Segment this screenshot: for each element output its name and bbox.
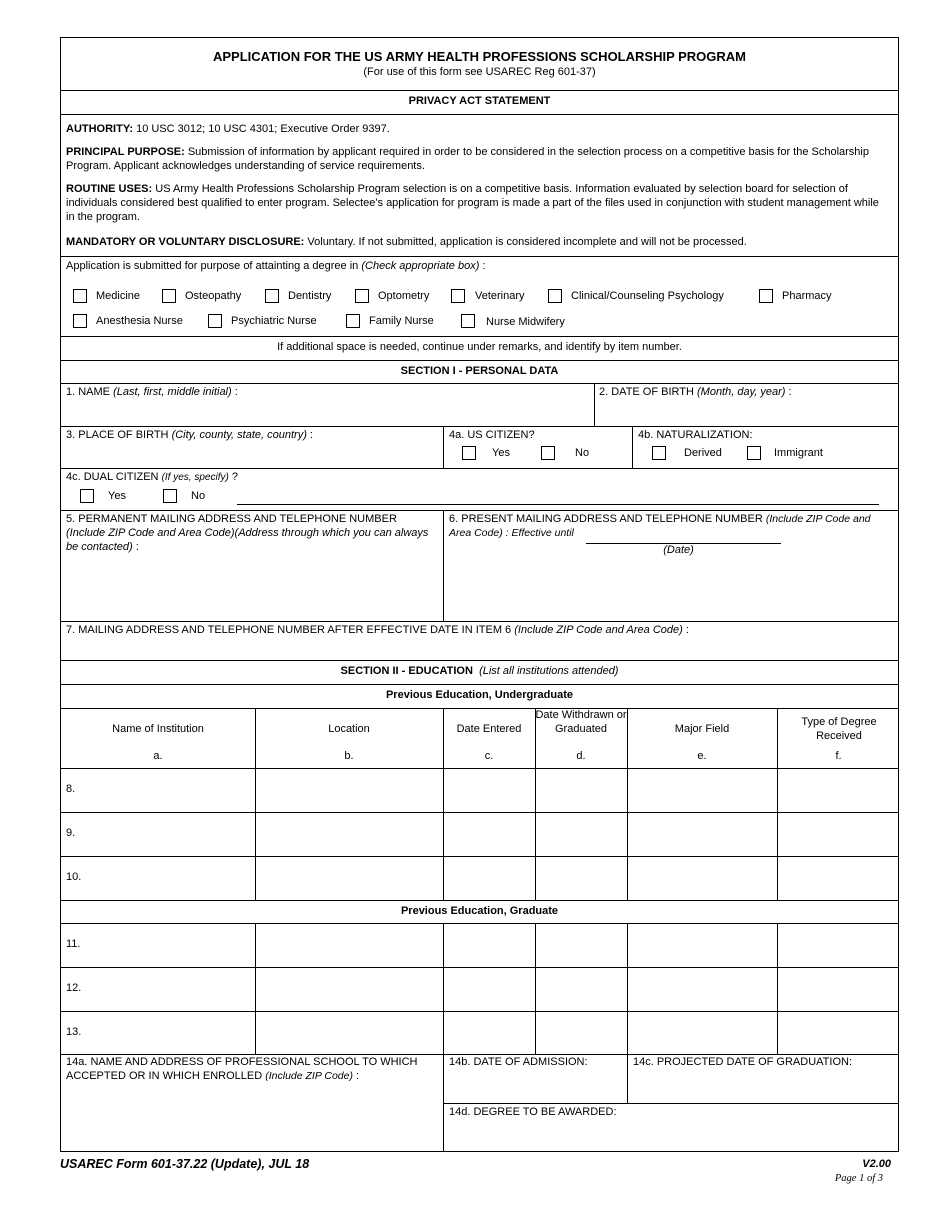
citizen-no-label: No (575, 447, 590, 459)
prof-school-label: 14a. NAME AND ADDRESS OF PROFESSIONAL SCHOOL TO WHICH ACCEPTED OR IN WHICH ENROLLED (Include ZIP Code) : (66, 1056, 418, 1082)
dob-label: 2. DATE OF BIRTH (Month, day, year) : (599, 386, 792, 398)
dual-specify-line[interactable] (237, 504, 879, 505)
degree-option-label: Osteopathy (185, 290, 242, 302)
mandatory-paragraph (66, 235, 890, 249)
divider (61, 114, 898, 115)
degree-option-label: Medicine (96, 290, 141, 302)
degree-awarded-label: 14d. DEGREE TO BE AWARDED: (449, 1106, 617, 1118)
divider (443, 1103, 898, 1104)
form-id: USAREC Form 601-37.22 (Update), JUL 18 (60, 1157, 310, 1171)
degree-option-label: Psychiatric Nurse (231, 315, 317, 327)
degree-checkbox-optometry[interactable] (355, 289, 369, 303)
routine-label: ROUTINE USES: (66, 183, 153, 195)
col-header-degree-type: Type of Degree Received (801, 716, 877, 742)
divider (61, 708, 898, 709)
form-version: V2.00 (862, 1158, 891, 1170)
table-row[interactable] (63, 925, 895, 965)
divider (61, 360, 898, 361)
row-number: 13. (66, 1026, 82, 1038)
mandatory-label: MANDATORY OR VOLUNTARY DISCLOSURE: (66, 236, 305, 248)
authority-paragraph (66, 122, 890, 136)
purpose-label: PRINCIPAL PURPOSE: (66, 146, 185, 158)
graduate-heading: Previous Education, Graduate (400, 905, 559, 917)
col-letter: f. (835, 750, 842, 762)
application-form (60, 37, 899, 1152)
degree-option-label: Clinical/Counseling Psychology (571, 290, 724, 302)
degree-option-label: Veterinary (475, 290, 525, 302)
citizen-yes-checkbox[interactable] (462, 446, 476, 460)
section1-heading: SECTION I - PERSONAL DATA (400, 365, 559, 377)
purpose-paragraph (66, 145, 890, 173)
date-caption: (Date) (663, 544, 694, 556)
present-address-field[interactable] (446, 558, 896, 618)
privacy-heading: PRIVACY ACT STATEMENT (408, 95, 551, 107)
degree-checkbox-veterinary[interactable] (451, 289, 465, 303)
divider (61, 426, 898, 427)
degree-option-label: Optometry (378, 290, 430, 302)
citizen-label: 4a. US CITIZEN? (449, 429, 535, 441)
divider (443, 426, 444, 468)
mandatory-text: Voluntary. If not submitted, application is considered incomplete and will not be processed. (304, 236, 747, 248)
admission-date-field[interactable] (446, 1071, 624, 1101)
routine-text: US Army Health Professions Scholarship Program selection is on a competitive basis. Information evaluated by selection board for selection of individuals considered best qualified to enter program. Selectee's application for program is made a part of the files used in conjunction with student management while in the program. (66, 183, 879, 223)
page-number: Page 1 of 3 (834, 1173, 883, 1184)
section2-heading: SECTION II - EDUCATION (List all institutions attended) (340, 665, 619, 677)
col-header-date-withdrawn: Date Withdrawn or Graduated (535, 709, 627, 735)
table-row[interactable] (63, 969, 895, 1009)
degree-option-label: Pharmacy (782, 290, 832, 302)
dual-no-label: No (191, 490, 206, 502)
degree-prompt: Application is submitted for purpose of attainting a degree in (Check appropriate box) : (66, 260, 486, 272)
degree-checkbox-medicine[interactable] (73, 289, 87, 303)
row-number: 10. (66, 871, 82, 883)
table-row[interactable] (63, 770, 895, 810)
divider (61, 383, 898, 384)
dob-field[interactable] (597, 400, 895, 424)
divider (61, 90, 898, 91)
divider (61, 900, 898, 901)
naturalization-derived-checkbox[interactable] (652, 446, 666, 460)
divider (61, 660, 898, 661)
row-number: 12. (66, 982, 82, 994)
degree-checkbox-anesthesia-nurse[interactable] (73, 314, 87, 328)
row-number: 11. (66, 938, 81, 950)
dual-citizen-label: 4c. DUAL CITIZEN (If yes, specify) ? (66, 471, 238, 483)
degree-option-label: Anesthesia Nurse (96, 315, 183, 327)
table-row[interactable] (63, 814, 895, 854)
degree-checkbox-psychology[interactable] (548, 289, 562, 303)
authority-text: 10 USC 3012; 10 USC 4301; Executive Order 9397. (133, 123, 390, 135)
col-letter: d. (576, 750, 586, 762)
dual-yes-checkbox[interactable] (80, 489, 94, 503)
graduation-date-field[interactable] (630, 1071, 895, 1101)
table-row[interactable] (63, 858, 895, 898)
naturalization-immigrant-label: Immigrant (774, 447, 823, 459)
name-label: 1. NAME (Last, first, middle initial) : (66, 386, 238, 398)
divider (61, 923, 898, 924)
col-header-institution: Name of Institution (112, 723, 204, 735)
degree-checkbox-osteopathy[interactable] (162, 289, 176, 303)
col-letter: e. (697, 750, 707, 762)
table-row[interactable] (63, 1013, 895, 1053)
degree-checkbox-psychiatric-nurse[interactable] (208, 314, 222, 328)
divider (61, 768, 898, 769)
perm-address-label: 5. PERMANENT MAILING ADDRESS AND TELEPHONE NUMBER (Include ZIP Code and Area Code)(Address through which you can always be contacted) : (66, 513, 429, 553)
divider (61, 510, 898, 511)
degree-checkbox-dentistry[interactable] (265, 289, 279, 303)
degree-checkbox-nurse-midwifery[interactable] (461, 314, 475, 328)
divider (594, 383, 595, 426)
col-header-date-entered: Date Entered (456, 723, 522, 735)
authority-label: AUTHORITY: (66, 123, 134, 135)
prof-school-field[interactable] (63, 1086, 441, 1148)
degree-option-label: Family Nurse (369, 315, 434, 327)
divider (61, 468, 898, 469)
degree-option-label: Dentistry (288, 290, 332, 302)
purpose-text: Submission of information by applicant required in order to be considered in the selection process on a competitive basis for the Scholarship Program. Applicant acknowledges understanding of service requirements. (66, 146, 869, 172)
divider (61, 1011, 898, 1012)
present-address-label: 6. PRESENT MAILING ADDRESS AND TELEPHONE NUMBER (Include ZIP Code and Area Code) : Effective until (449, 513, 871, 539)
dual-yes-label: Yes (108, 490, 126, 502)
after-address-field[interactable] (63, 638, 895, 658)
col-header-major: Major Field (674, 723, 730, 735)
degree-awarded-field[interactable] (446, 1121, 896, 1149)
admission-date-label: 14b. DATE OF ADMISSION: (449, 1056, 588, 1068)
divider (61, 856, 898, 857)
routine-paragraph (66, 182, 890, 224)
pob-field[interactable] (63, 443, 441, 465)
row-number: 8. (66, 783, 76, 795)
divider (61, 684, 898, 685)
name-field[interactable] (63, 400, 591, 424)
divider (61, 812, 898, 813)
form-title: APPLICATION FOR THE US ARMY HEALTH PROFESSIONS SCHOLARSHIP PROGRAM (212, 49, 747, 64)
undergrad-heading: Previous Education, Undergraduate (385, 689, 574, 701)
col-header-location: Location (328, 723, 370, 735)
row-number: 9. (66, 827, 76, 839)
degree-checkbox-pharmacy[interactable] (759, 289, 773, 303)
graduation-date-label: 14c. PROJECTED DATE OF GRADUATION: (633, 1056, 853, 1068)
col-letter: a. (153, 750, 163, 762)
divider (443, 510, 444, 621)
after-address-label: 7. MAILING ADDRESS AND TELEPHONE NUMBER AFTER EFFECTIVE DATE IN ITEM 6 (Include ZIP Code and Area Code) : (66, 624, 689, 636)
divider (632, 426, 633, 468)
degree-option-label: Nurse Midwifery (486, 316, 565, 328)
perm-address-field[interactable] (63, 558, 441, 618)
form-subtitle: (For use of this form see USAREC Reg 601-37) (363, 66, 596, 78)
col-letter: b. (344, 750, 354, 762)
divider (61, 621, 898, 622)
naturalization-immigrant-checkbox[interactable] (747, 446, 761, 460)
naturalization-derived-label: Derived (684, 447, 722, 459)
divider (61, 336, 898, 337)
dual-no-checkbox[interactable] (163, 489, 177, 503)
citizen-yes-label: Yes (492, 447, 510, 459)
divider (61, 256, 898, 257)
col-letter: c. (484, 750, 494, 762)
citizen-no-checkbox[interactable] (541, 446, 555, 460)
pob-label: 3. PLACE OF BIRTH (City, county, state, country) : (66, 429, 313, 441)
divider (61, 967, 898, 968)
degree-checkbox-family-nurse[interactable] (346, 314, 360, 328)
additional-space-note: If additional space is needed, continue under remarks, and identify by item number. (277, 341, 682, 353)
naturalization-label: 4b. NATURALIZATION: (638, 429, 753, 441)
